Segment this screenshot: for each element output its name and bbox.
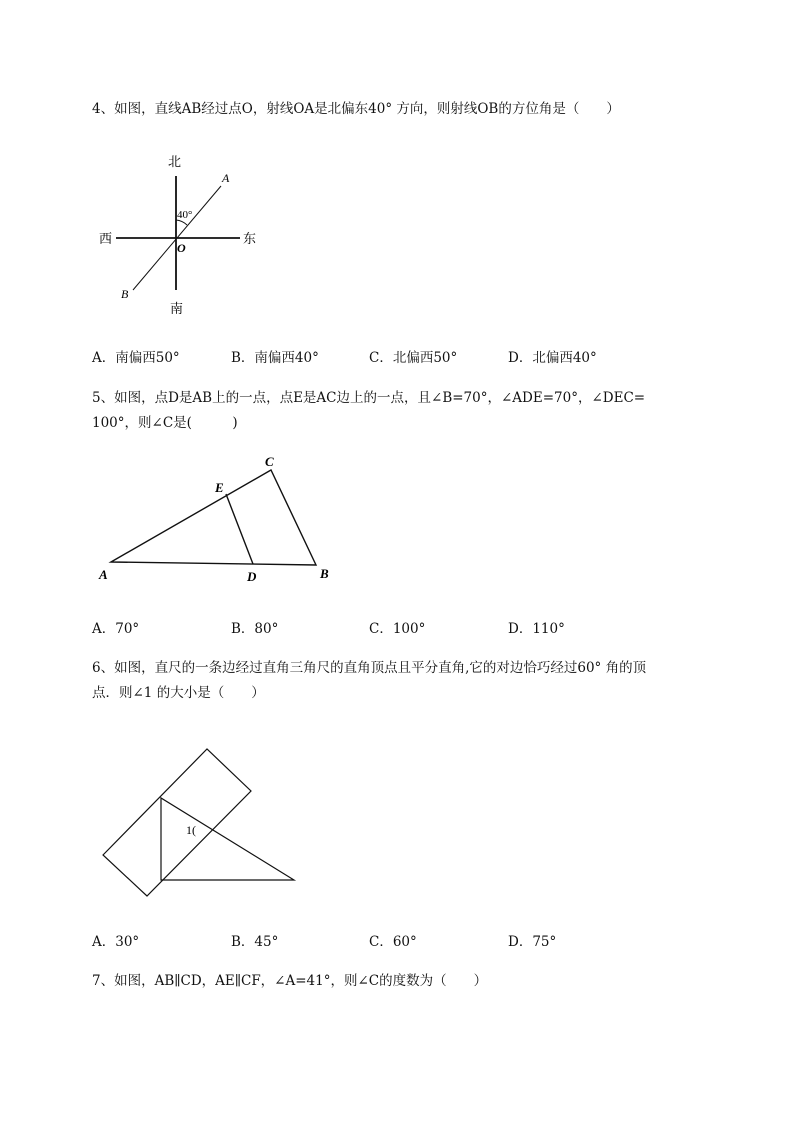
q6-figure [95, 740, 305, 900]
label-d: D [247, 569, 257, 584]
label-b: B [320, 566, 329, 581]
q5-option-a[interactable]: A．70° [92, 621, 140, 637]
q4-option-b[interactable]: B．南偏西40° [231, 350, 319, 366]
segment-de [226, 494, 253, 564]
label-angle: 40° [177, 209, 193, 221]
q6-option-d[interactable]: D．75° [508, 934, 557, 950]
q5-stem-line1: 5、如图，点D是AB上的一点，点E是AC边上的一点，且∠B=70°，∠ADE=70°，∠DEC= [92, 390, 646, 406]
q6-stem-line1: 6、如图，直尺的一条边经过直角三角尺的直角顶点且平分直角,它的对边恰巧经过60° 角的顶 [92, 660, 647, 676]
q5-option-d[interactable]: D．110° [508, 621, 565, 637]
label-a: A [222, 171, 230, 185]
label-b: B [121, 287, 129, 301]
label-o: O [177, 241, 186, 255]
label-south: 南 [170, 301, 184, 316]
label-a: A [99, 567, 108, 582]
q5-option-c[interactable]: C．100° [369, 621, 426, 637]
q4-stem: 4、如图，直线AB经过点O，射线OA是北偏东40° 方向，则射线OB的方位角是（ ） [92, 101, 620, 117]
q6-option-b[interactable]: B．45° [231, 934, 279, 950]
ruler [103, 749, 251, 896]
q4-option-c[interactable]: C．北偏西50° [369, 350, 458, 366]
label-north: 北 [168, 154, 182, 169]
label-east: 东 [243, 231, 257, 246]
q7-stem: 7、如图，AB∥CD，AE∥CF，∠A=41°，则∠C的度数为（ ） [92, 973, 488, 989]
q4-figure [95, 148, 265, 320]
q4-option-d[interactable]: D．北偏西40° [508, 350, 597, 366]
q6-option-c[interactable]: C．60° [369, 934, 417, 950]
q6-stem-line2: 点．则∠1 的大小是（ ） [92, 685, 265, 701]
q5-option-b[interactable]: B．80° [231, 621, 279, 637]
q5-figure [95, 452, 345, 587]
angle-1-label: 1( [186, 823, 196, 837]
q4-option-a[interactable]: A．南偏西50° [92, 350, 180, 366]
label-west: 西 [99, 231, 113, 246]
label-c: C [265, 454, 274, 469]
q6-option-a[interactable]: A．30° [92, 934, 140, 950]
set-square [161, 798, 294, 880]
q5-stem-line2: 100°，则∠C是( ) [92, 415, 238, 431]
triangle-abc [111, 470, 316, 565]
label-e: E [215, 480, 224, 495]
